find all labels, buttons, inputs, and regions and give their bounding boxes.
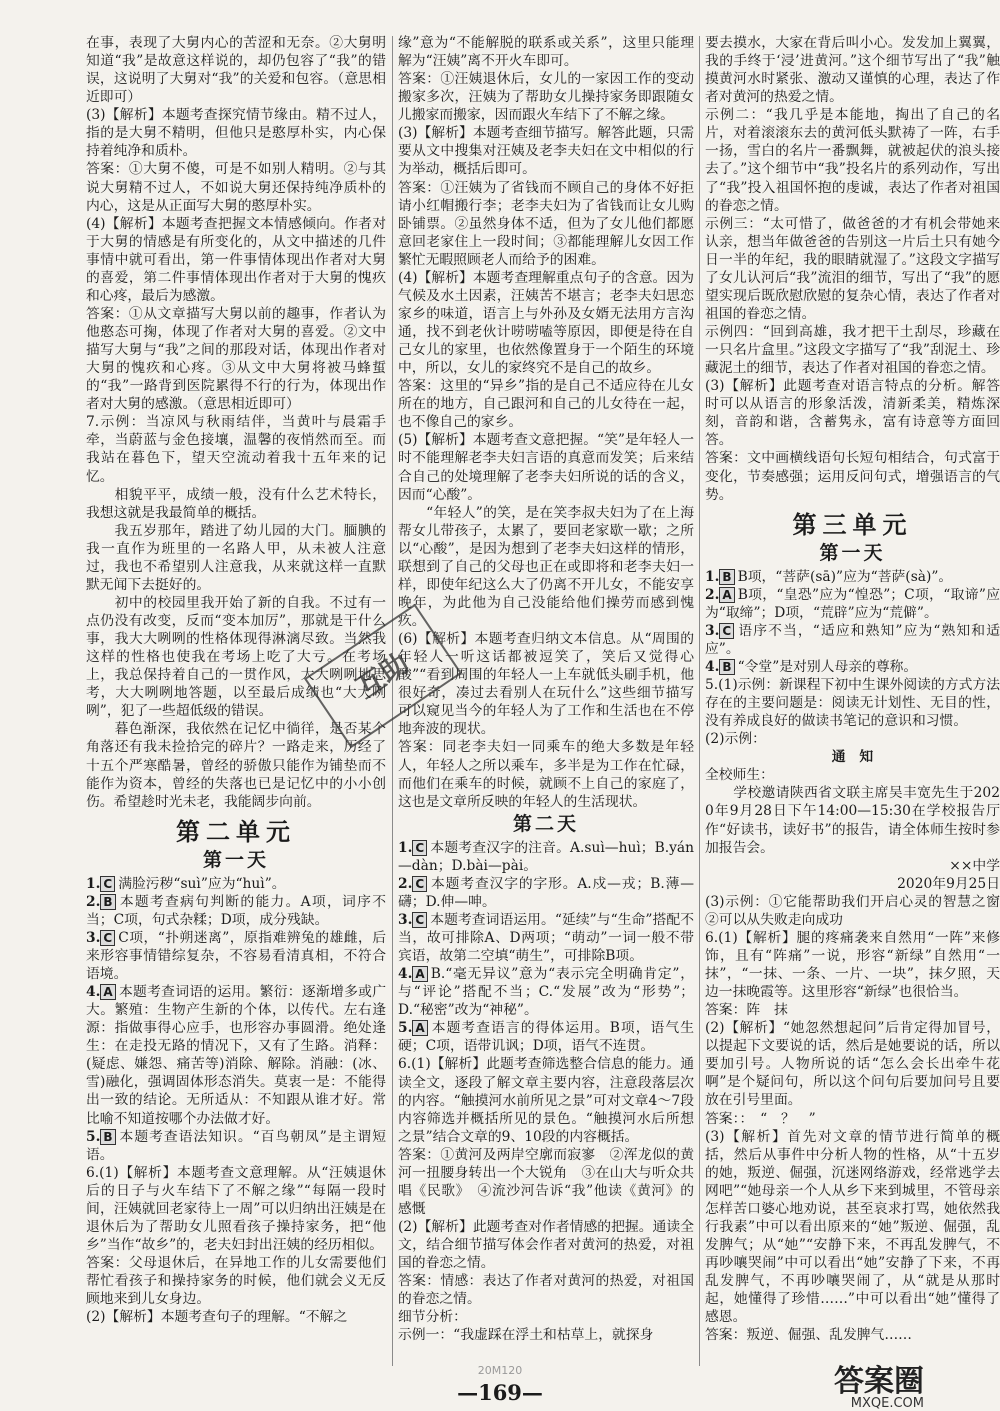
- answer-paragraph: 7.示例：当凉风与秋雨结伴，当黄叶与晨霜手牵，当蔚蓝与金色接壤，温馨的夜悄然而至。而我站在暮色下，望天空流动着我十五年来的记忆。: [86, 414, 386, 485]
- answer-paragraph: (2)【解析】“她忽然想起问”后肯定得加冒号，以提起下文要说的话，然后是她要说的话，所以要加引号。人物所说的话“怎么会长出牵牛花啊”是个疑问句，所以这个问句后要加问号且要放在引号里面。: [705, 1020, 1000, 1109]
- answer-paragraph: (3)【解析】本题考查细节描写。解答此题，只需要从文中搜集对汪姨及老李夫妇在文中相似的行为举动，概括后即可。: [398, 125, 694, 178]
- item-number: 4.: [86, 984, 101, 1001]
- answer-explanation: 满脸污秽“suì”应为“huì”。: [118, 875, 286, 892]
- watermark-url: MXQE.COM: [850, 1396, 924, 1411]
- answer-explanation: 本题考查病句判断的能力。A项，词序不当；C项，句式杂糅；D项，成分残缺。: [86, 893, 386, 928]
- answer-choice-box: B: [100, 894, 115, 910]
- answer-paragraph: 答案：这里的“异乡”指的是自己不适应待在儿女所在的地方，自己跟河和自己的儿女待在一起，也不像自己的家乡。: [398, 378, 694, 431]
- answer-paragraph: 细节分析：: [398, 1309, 467, 1326]
- answer-item: [398, 1019, 694, 1055]
- answer-item: [705, 568, 1000, 586]
- answer-paragraph: 6.(1)【解析】腿的疼痛袭来自然用“一阵”来修饰，且有“阵痛”一说，形容“新绿”自然用“一抹”，“一抹、一条、一片、一块”，抹夕照，天边一抹晚霞等。这里形容“新绿”也很恰当。: [705, 929, 1000, 1001]
- answer-paragraph: (4)【解析】本题考查把握文本情感倾向。作者对于大舅的情感是有所变化的，从文中描述的几件事情中就可看出，第一件事情体现出作者对大舅的喜爱，第二件事情体现出作者对于大舅的愧疚和心疼，最后为感激。: [86, 215, 386, 304]
- answer-paragraph: 示例一：“我虚踩在浮土和枯草上，就探身: [398, 1327, 654, 1344]
- answer-paragraph: 答案：①大舅不傻，可是不如别人精明。②与其说大舅精不过人，不如说大舅还保持纯净质朴的内心，这是从正面写大舅的憨厚朴实。: [86, 161, 386, 214]
- answer-paragraph: (3)【解析】首先对文章的情节进行简单的概括，然后从事件中分析人物的性格，从“十五岁的她，叛逆、倔强，沉迷网络游戏，经常逃学去网吧”“她母亲一个人从乡下来到城里，不管母亲怎样苦口婆心地劝说，甚至哀求打骂，她依然我行我素”中可以看出原来的“她”叛逆、倔强，乱发脾气；从“她”“安静下来，不再乱发脾气，不再吵嚷哭闹”中可以看出“她”安静了下来，不再乱发脾气，不再吵嚷哭闹了，从“就是从那时起，她懂得了珍惜……”中可以看出“她”懂得了感恩。: [705, 1128, 1000, 1326]
- answer-item: [398, 839, 694, 875]
- answer-paragraph: 答案：情感：表达了作者对黄河的热爱，对祖国的眷恋之情。: [398, 1273, 694, 1308]
- answer-paragraph: 我五岁那年，踏进了幼儿园的大门。腼腆的我一直作为班里的一名路人甲，从未被人注意过，我也不希望别人注意我，从来就这样一直默默无闻下去挺好的。: [86, 522, 386, 593]
- answer-item: [398, 965, 694, 1019]
- unit-heading: 第二单元: [176, 816, 296, 846]
- answer-choice-box: C: [100, 930, 115, 946]
- notice-signature: 2020年9月25日: [897, 875, 1000, 892]
- answer-choice-box: A: [100, 984, 115, 1000]
- item-number: 3.: [398, 911, 413, 928]
- answer-explanation: 本题考查汉字的字形。A.戍—戎；B.薄—礴；D.伸—呻。: [398, 875, 694, 910]
- ink-stamp: 互助: [304, 604, 462, 749]
- answer-paragraph: 答案：叛逆、倔强、乱发脾气……: [705, 1327, 912, 1344]
- answer-paragraph: 示例三：“太可惜了，做爸爸的才有机会带她来认亲，想当年做爸爸的告别这一片后土只有她今日一半的年纪，我的眼睛就湿了。”这段文字描写了女儿认河后“我”流泪的细节，写出了“我”的愿望实现后既欣慰欣慰的复杂心情，表达了作者对祖国的眷恋之情。: [705, 215, 1000, 322]
- notice-signature: ××中学: [949, 857, 1000, 874]
- item-number: 3.: [86, 929, 101, 946]
- unit-heading: 第三单元: [792, 509, 913, 539]
- page-number: —169—: [457, 1380, 543, 1405]
- answer-paragraph: 示例四：“回到高雄，我才把干土刮尽，珍藏在一只名片盒里。”这段文字描写了“我”刮泥土、珍藏泥土的细节，表达了作者对祖国的眷恋之情。: [705, 324, 1000, 377]
- answer-item: [705, 586, 1000, 622]
- notice-title: 通 知: [831, 749, 874, 766]
- answer-choice-box: C: [100, 876, 115, 892]
- column-divider: [699, 36, 700, 1366]
- answer-column-middle: [398, 34, 694, 1344]
- answer-paragraph: 全校师生：: [705, 767, 774, 784]
- answer-item: [705, 658, 1000, 676]
- answer-item: [398, 911, 694, 965]
- answer-paragraph: (6)【解析】本题考查归纳文本信息。从“周围的年轻人一听这话都被逗笑了，笑后又觉得心酸”“看到周围的年轻人一上车就低头刷手机，他很好奇，凑过去看别人在玩什么”这些细节描写可以窥见当今的年轻人为了工作和生活也在不停地奔波的现状。: [398, 631, 694, 738]
- answer-paragraph: 答案：： “ ？ ”: [705, 1110, 816, 1127]
- answer-paragraph: 6.(1)【解析】本题考查文意理解。从“汪姨退休后的日子与火车结下了不解之缘”“每隔一段时间，汪姨就回老家待上一周”可以归纳出汪姨是在退休后为了帮助女儿照看孩子操持家务，把“他乡”当作“故乡”的，老夫妇封出汪姨的经历相似。: [86, 1164, 386, 1253]
- answer-paragraph: (2)【解析】本题考查句子的理解。“不解之: [86, 1309, 348, 1326]
- answer-item: [86, 983, 386, 1128]
- answer-explanation: 本题考查词语运用。“延续”与“生命”搭配不当，故可排除A、D两项；“萌动”一词一般不带宾语，故第二空填“萌生”，可排除B项。: [398, 911, 694, 965]
- day-heading: 第一天: [819, 541, 886, 564]
- watermark-logo: 答案圈: [834, 1364, 924, 1399]
- answer-paragraph: 5.(1)示例：新课程下初中生课外阅读的方式方法存在的主要问题是：阅读无计划性、无目的性，没有养成良好的做读书笔记的意识和习惯。: [705, 677, 1000, 730]
- answer-paragraph: 答案：①从文章描写大舅以前的趣事，作者认为他憨态可掬，体现了作者对大舅的喜爱。②文中描写大舅与“我”之间的那段对话，体现出作者对大舅的愧疚和心疼。③从文中大舅将被马蜂蜇的“我”一路背到医院累得不行的行为，体现出作者对大舅的感激。（意思相近即可）: [86, 305, 386, 413]
- answer-item: [86, 893, 386, 929]
- answer-choice-box: C: [719, 623, 734, 639]
- answer-explanation: 本题考查语言的得体运用。B项，语气生硬；C项，语带讥讽；D项，语气不连贯。: [398, 1020, 694, 1055]
- item-number: 4.: [398, 966, 413, 983]
- answer-explanation: B.“毫无异议”意为“表示完全明确肯定”，与“评论”搭配不当；C.“发展”改为“形势”；D.“秘密”改为“神秘”。: [398, 966, 694, 1019]
- answer-paragraph: 答案：阵 抹: [705, 1002, 788, 1019]
- answer-explanation: 本题考查汉字的注音。A.suì—huì；B.yán—dàn；D.bài—pài。: [398, 839, 694, 874]
- answer-paragraph: 答案：同老李夫妇一同乘车的绝大多数是年轻人，年轻人之所以乘车，多半是为工作在忙碌，而他们在乘车的时候，就顾不上自己的家庭了，这也是文章所反映的年轻人的生活现状。: [398, 739, 694, 810]
- answer-choice-box: A: [412, 1020, 427, 1036]
- item-number: 1.: [398, 839, 413, 856]
- answer-explanation: B项，“皇恐”应为“惶恐”；C项，“取谛”应为“取缔”；D项，“荒辟”应为“荒僻”。: [705, 586, 1000, 621]
- answer-paragraph: 初中的校园里我开始了新的自我。不过有一点仍没有改变，反而“变本加厉”，那就是干什么事，我大大咧咧的性格体现得淋漓尽致。当然我这样的性格也使我在考场上吃了大亏。在考场上，我总保持着自己的一贯作风，大大咧咧地思考，大大咧咧地答题，以至最后成绩也“大大咧咧”，犯了一些超低级的错误。: [86, 594, 386, 720]
- item-number: 5.: [86, 1128, 101, 1145]
- answer-item: [86, 929, 386, 983]
- item-number: 2.: [705, 586, 720, 603]
- answer-paragraph: 要去摸水，大家在背后叫小心。发发加上翼翼，我的手终于‘浸’进黄河。”这个细节写出了“我”触摸黄河水时紧张、激动又谨慎的心理，表达了作者对黄河的热爱之情。: [705, 35, 1000, 106]
- answer-paragraph: 6.(1)【解析】此题考查筛选整合信息的能力。通读全文，逐段了解文章主要内容，注意段落层次的内容。“触摸河水前所见之景”可对文章4～7段内容筛选并概括所见的景色。“触摸河水后所想之景”结合文章的9、10段的内容概括。: [398, 1056, 694, 1145]
- answer-paragraph: 答案：文中画横线语句长短句相结合，句式富于变化，节奏感强；运用反问句式，增强语言的气势。: [705, 450, 1000, 503]
- answer-paragraph: 答案：①汪姨为了省钱而不顾自己的身体不好拒请小红帽搬行李；老李夫妇为了省钱而让女儿购卧铺票。②虽然身体不适，但为了女儿他们都愿意回老家住上一段时间；③都能理解儿女因工作繁忙无暇照顾老人而给予的困难。: [398, 179, 694, 268]
- answer-choice-box: B: [100, 1129, 115, 1145]
- answer-paragraph: 在事，表现了大舅内心的苦涩和无奈。②大舅明知道“我”是故意这样说的，却仍包容了“我”的错误，这说明了大舅对“我”的关爱和包容。（意思相近即可）: [86, 35, 386, 106]
- answer-explanation: 语序不当，“适应和熟知”应为“熟知和适应”。: [705, 622, 1000, 657]
- answer-paragraph: (2)【解析】此题考查对作者情感的把握。通读全文，结合细节描写体会作者对黄河的热爱，对祖国的眷恋之情。: [398, 1219, 694, 1272]
- answer-paragraph: 答案：①黄河及两岸空廓而寂寥 ②浑龙似的黄河一扭腰身转出一个大锐角 ③在山大与听众共唱《民歌》 ④流沙河告诉“我”他读《黄河》的感慨: [398, 1146, 694, 1217]
- answer-paragraph: (3)示例：①它能帮助我们开启心灵的智慧之窗 ②可以从失败走向成功: [705, 893, 1000, 928]
- answer-choice-box: C: [412, 840, 427, 856]
- answer-item: [398, 875, 694, 911]
- answer-paragraph: 答案：父母退休后，在异地工作的儿女需要他们帮忙看孩子和操持家务的时候，他们就会义无反顾地来到儿女身边。: [86, 1255, 386, 1308]
- item-number: 3.: [705, 622, 720, 639]
- answer-paragraph: (3)【解析】此题考查对语言特点的分析。解答时可以从语言的形象活泼，清新柔美，精炼深刻，音韵和谐，含蓄隽永，富有诗意等方面回答。: [705, 378, 1000, 449]
- answer-paragraph: (3)【解析】本题考查探究情节缘由。精不过人，指的是大舅不精明，但他只是憨厚朴实，内心保持着纯净和质朴。: [86, 107, 386, 160]
- item-number: 5.: [398, 1020, 413, 1037]
- answer-choice-box: B: [719, 569, 734, 585]
- answer-paragraph: “年轻人”的笑，是在笑李叔夫妇为了在上海帮女儿带孩子，太累了，要回老家歇一歇；之所以“心酸”，是因为想到了老李夫妇这样的情形，联想到了自己的父母也正在或即将和老李夫妇一样，即使年纪这么大了仍离不开儿女，不能安享晚年，为此他为自己没能给他们操劳而感到愧疚。: [398, 504, 694, 629]
- answer-item: [86, 875, 386, 893]
- site-watermark: [834, 1356, 924, 1411]
- day-heading: 第一天: [202, 848, 269, 871]
- answer-item: [705, 622, 1000, 658]
- answer-paragraph: 相貌平平，成绩一般，没有什么艺术特长，我想这就是我最简单的概括。: [86, 486, 386, 521]
- answer-explanation: C项，“扑朔迷离”，原指难辨兔的雄雌，后来形容事情错综复杂，不容易看清真相，不符合语境。: [86, 929, 386, 982]
- answer-explanation: 本题考查词语的运用。繁衍：逐渐增多或广大。繁殖：生物产生新的个体，以传代。左右逢源：指做事得心应手，也形容办事圆滑。绝处逢生：在走投无路的情况下，又有了生路。消释：(疑虑、嫌怨、痛苦等)消除、解除。消融：(冰、雪)融化，强调固体形态消失。莫衷一是：不能得出一致的结论。无所适从：不知跟从谁才好。常比喻不知道按哪个办法做才好。: [86, 984, 386, 1127]
- answer-paragraph: 示例二：“我几乎是本能地，掏出了自己的名片，对着滚滚东去的黄河低头默祷了一阵，右手一扬，雪白的名片一番飘舞，就被起伏的浪头接去了。”这个细节中“我”投名片的系列动作，写出了“我”投入祖国怀抱的虔诚，表达了作者对祖国的眷恋之情。: [705, 107, 1000, 214]
- answer-choice-box: C: [412, 912, 427, 928]
- answer-paragraph: (4)【解析】本题考查理解重点句子的含意。因为气候及水土因素，汪姨苦不堪言；老李夫妇思恋家乡的味道，语言上与外孙及女婿无法用方言沟通，找不到老伙计唠唠嗑等原因，即便是待在自己女儿的家里，也依然像置身于一个陌生的环境中，所以，女儿的家终究不是自己的故乡。: [398, 269, 694, 377]
- item-number: 4.: [705, 658, 720, 675]
- answer-choice-box: B: [719, 659, 734, 675]
- answer-paragraph: (5)【解析】本题考查文意把握。“笑”是年轻人一时不能理解老李夫妇言语的真意而发笑；后来结合自己的处境理解了老李夫妇所说的话的含义，因而“心酸”。: [398, 432, 694, 503]
- answer-choice-box: C: [412, 876, 427, 892]
- answer-explanation: B项，“菩萨(sā)”应为“菩萨(sà)”。: [737, 568, 953, 585]
- answer-column-right: [705, 34, 1000, 1344]
- answer-explanation: 本题考查语法知识。“百鸟朝凤”是主谓短语。: [86, 1128, 386, 1163]
- answer-choice-box: A: [412, 966, 427, 982]
- print-code: 20M120: [477, 1364, 523, 1377]
- item-number: 1.: [86, 875, 101, 892]
- answer-item: [86, 1128, 386, 1164]
- answer-paragraph: (2)示例：: [705, 731, 766, 748]
- day-heading: 第二天: [512, 812, 579, 835]
- answer-paragraph: 学校邀请陕西省文联主席吴丰宽先生于2020年9月28日下午14:00—15:30在学校报告厅作“好读书，读好书”的报告，请全体师生按时参加报告会。: [705, 785, 1000, 856]
- item-number: 2.: [398, 875, 413, 892]
- item-number: 2.: [86, 893, 101, 910]
- answer-paragraph: 缘”意为“不能解脱的联系或关系”，这里只能理解为“汪姨”离不开火车即可。: [398, 35, 694, 70]
- answer-choice-box: A: [719, 587, 734, 603]
- answer-paragraph: 答案：①汪姨退休后，女儿的一家因工作的变动搬家多次，汪姨为了帮助女儿操持家务即跟随女儿搬家而搬家，因而跟火车结下了不解之缘。: [398, 71, 694, 124]
- item-number: 1.: [705, 568, 720, 585]
- answer-paragraph: 暮色渐深，我依然在记忆中徜徉，是否某个角落还有我未捡拾完的碎片？一路走来，历经了十五个严寒酷暑，曾经的骄傲只能作为铺垫而不能作为资本，曾经的失落也已是记忆中的小小创伤。希望趁时光未老，我能阔步向前。: [86, 721, 386, 810]
- answer-explanation: “令堂”是对别人母亲的尊称。: [737, 658, 918, 675]
